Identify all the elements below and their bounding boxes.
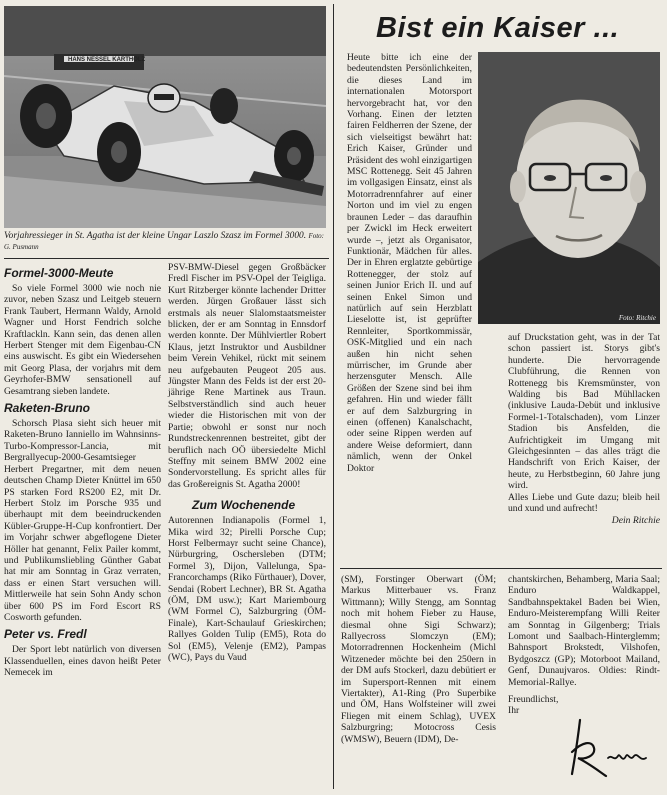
divider <box>4 258 329 259</box>
paragraph: Freundlichst, Ihr <box>508 694 559 717</box>
photo-credit: Foto: Ritchie <box>618 314 656 322</box>
section-heading: Peter vs. Fredl <box>4 627 87 642</box>
paragraph: (SM), Forstinger Oberwart (ÖM; Markus Mitterbauer vs. Franz Wittmann); Willy Stengg, am Sonntag noch mit hohem Fieber zu Hause, diesmal ohne Sigi Schwarz); Rallyecross Slomczyn (EM); Motorradrennen Hockenheim (Michl Witzeneder möchte bei den 250ern in der DM aufs Stockerl, dazu debütiert er im Supersport-Rennen mit einem Viertakter), A1-Ring (Pro Superbike und ÖM, Hans Wolfsteiner will zwei Fliegen mit einem Schlag), UVEX Salzburgring; Motocross Cesis (WMSW), Beuern (IDM), De- <box>341 574 496 745</box>
page-title: Bist ein Kaiser ... <box>376 12 620 44</box>
column-4 <box>508 332 660 526</box>
divider <box>340 568 662 569</box>
column-1 <box>4 262 161 679</box>
portrait-photo <box>478 52 660 324</box>
paragraph: So viele Formel 3000 wie noch nie zuvor, neben Szasz und Leitgeb steuern Frank Taubert, Hermann Waldy, Arnold Wagner und Horst Fendrich solche Kraftlackln. Kann sein, das denen allen Herbert Stenger mit dem Eigenbau-CN eins auswischt. Es gibt ein Wiedersehen mit Georg Plasa, der vorjahrs mit dem Geyrhofer-BMW sensationell auf Gesamtrang sieben landete. <box>4 283 161 397</box>
column-bottom-right <box>508 574 660 717</box>
section-heading: Zum Wochenende <box>192 498 296 513</box>
car-sponsor-text: HANS NESSEL KARTHOLZ <box>68 57 146 63</box>
column-3 <box>347 52 472 474</box>
handwritten-signature <box>560 712 660 782</box>
section-heading: Formel-3000-Meute <box>4 266 114 280</box>
caption-text: Vorjahressieger in St. Agatha ist der kleine Ungar Laszlo Szasz im Formel 3000. <box>4 231 307 241</box>
column-2 <box>168 262 326 663</box>
paragraph: Der Sport lebt natürlich von diversen Klassenduellen, eines davon heißt Peter Nemecek im <box>4 644 161 679</box>
paragraph: chantskirchen, Behamberg, Maria Saal; Enduro Waldkappel, Sandbahnspektakel Baden bei Wien, Enduro-Meisterempfang Willi Reiter am Sonntag in Gilgenberg; Trials Lomont und Saalbach-Hinterglemm; Bahnsport Brokstedt, Vilshofen, Bydgoszcz (GP); Motorboot Mailand, Genf, Dunaujvaros. Oldies: Rindt-Memorial-Rallye. <box>508 574 660 688</box>
column-bottom-mid <box>341 574 496 745</box>
paragraph: Autorennen Indianapolis (Formel 1, Mika wird 32; Pirelli Porsche Cup; Horst Felbermayr sucht seine Chance), Nürburgring, Oschersleben (DTM; Formel 3), Dijon, Vallelunga, Spa-Francorchamps (Riko Fürthauer), Dover, Sendai (Robert Lechner), BR St. Agatha (ÖM, DM usw.); Kart Mariembourg (WM Formel C), Salzburgring (ÖM-Finale), Kart-Schaulauf Grieskirchen; Rallyes Golden Tulip (EM5), Rota do Sol (EM5), Velenje (EM2), Pampas (WC), Pays du Vaud <box>168 515 326 663</box>
section-heading: Raketen-Bruno <box>4 401 91 416</box>
race-car-illustration <box>4 6 326 228</box>
signature-line: Dein Ritchie <box>611 514 660 526</box>
race-car-photo <box>4 6 326 228</box>
column-divider <box>333 4 334 789</box>
paragraph: Alles Liebe und Gute dazu; bleib heil und xund und aufrecht! <box>508 491 660 515</box>
paragraph: auf Druckstation geht, was in der Tat schon passiert ist. Storys gibt's hunderte. Die hervorragende Clubführung, die Rennen von Rottenegg bis Kremsmünster, von Walding bis Bad Mühllacken (inklusive Lauda-Debüt und inklusive Formel-1-Totalschaden), vom Linzer Stadion bis Ansfelden, die Aufrichtigkeit im Umgang mit Gleichgesinnten – das alles trägt die Handschrift von Erich Kaiser, der heute, zu Herbstbeginn, 60 Jahre jung wird. <box>508 332 660 492</box>
paragraph: Schorsch Plasa sieht sich heuer mit Raketen-Bruno Ianniello im Wahnsinns-Turbo-Kompressor-Lancia, mit Bergrallyecup-2000-Gesamtsieger Herbert Pregartner, mit dem neuen deutschen Champ Dieter Knüttel im 650 PS starken Ford RS200 E2, mit Dr. Herbert Stolz im Porsche 935 und überhaupt mit dem beeindruckenden Kübler-Gruppe-H-Cup konfrontiert. Der im Vorjahr schwer abgeflogene Dieter Höller hat genannt, Felix Pailer kommt, und Publikumsliebling Günther Gabat hat mir am Sonntag in Graz verraten, dass er einen Start versuchen will. Mittlerweile hat sein Sohn Andy schon über 600 PS im Ford Escort RS Cosworth gefunden. <box>4 418 161 623</box>
photo-credit: Foto: G. Pusmann <box>4 232 324 251</box>
paragraph: Heute bitte ich eine der bedeutendsten Persönlichkeiten, die dieses Land im internationalen Motorsport hervorgebracht hat, vor den Vorhang. Einen der letzten fairen Feldherren der Szene, der sich vielseitigst bewährt hat: Erich Kaiser, Gründer und Präsident des wohl einzigartigen MSC Rottenegg. Seit 45 Jahren im vollgasigen Einsatz, einst als Motorradrennfahrer auf einer Norton und im viel zu engen braunen Leder – das daraufhin per Zwickl im Heck erweitert wurde –, jetzt als Organisator, Funktionär, Mädchen für alles. Der in Ehren erglatzte gebürtige Rottenegger, der stolz auf seinen Junior Erich II. und auf seinen Enkel Simon und natürlich auf sein Herzblatt Lieselotte ist, ist geprüfter Rennleiter, Sportkommissär, OSK-Mitglied und ein nach außen hin nicht sehen mürrischer, im Grunde aber herzensguter Mensch. Alle Größen der Szene sind bei ihm gefahren. Hin und wieder fällt er auf dem Salzburgring in einen (offenen) Kanalschacht, oder seine Rippen werden auf andere Weise deformiert, dann nämlich, wenn der Onkel Doktor <box>347 52 472 474</box>
portrait-illustration <box>478 52 660 324</box>
paragraph: PSV-BMW-Diesel gegen Großbäcker Fredl Fischer im PSV-Opel der Teigliga. Kurt Ritzberger könnte lachender Dritter werden. Jürgen Großauer lässt sich erstmals als neuer Slalomstaatsmeister blicken, der er am Sonntag in Ennsdorf werden konnte. Der Mühlviertler Robert Klaus, jetzt Instruktor und Ausbildner beim Verein Vehikel, rückt mit seinem neu aufgebauten Peugeot 205 aus. Jüngster Mann des Felds ist der erst 20-jährige Rene Martinek aus Traun. Selbstverständlich sind auch heuer wieder die Historischen mit von der Partie; obwohl er sonst nur noch Rundstreckenrennen bestreitet, gibt der beruflich nach OÖ übersiedelte Michl Steffny mit seinem BMW 2002 eine Sondervorstellung. Es spricht alles für das Großereignis St. Agatha 2000! <box>168 262 326 490</box>
photo-caption <box>4 231 326 253</box>
